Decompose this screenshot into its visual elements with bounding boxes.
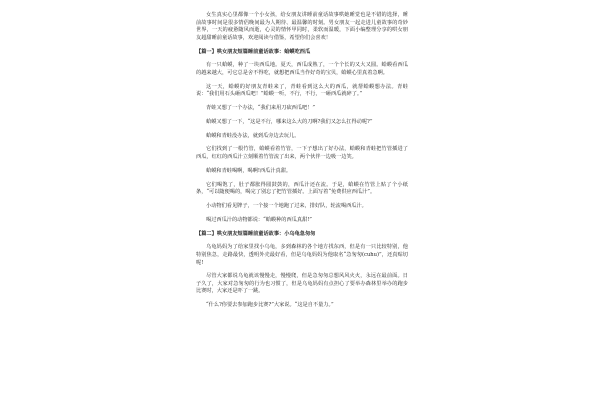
section-heading-1: 【篇一】哄女朋友短篇睡前童话故事：蛤蟆吃西瓜	[196, 48, 311, 55]
story1-paragraph-2: 这一天，蛤蟆的好朋友青蛙来了，青蛙看到这么大的西瓜，就帮蛤蟆想办法。青蛙说：“我们用石头砸西瓜吧！”蛤蟆一听，不行，不行，一砸西瓜就碎了。”	[196, 83, 408, 98]
story2-paragraph-1: 乌龟妈妈为了给家里找小乌龟，多到森林的各个地方找东西，但是有一只比较特别，他特别焦急，走路最快，透明外壳最好看，但是乌龟妈妈为他取名“急匆匆(cuhu)”，还真贴切呢!	[196, 244, 408, 266]
intro-paragraph: 女生真实心里都像一个小女孩，给女朋友讲睡前童话故事哄她睡觉也是不错的选择，睡前故事时间是很多情侣晚间最为人期待、最温馨的时刻。男女朋友一起走进儿童故事的奇妙世界，一天的疲惫随风而逝，心灵的情怀甲同时，柔软而温暖，下面小编整理分享的哄女朋友超甜睡前童话故事，欢迎阅读与借鉴，希望你们会喜欢！	[196, 12, 408, 41]
story1-paragraph-7: 蛤蟆和青蛙喝啊，喝啊!西瓜汁真甜。	[206, 167, 292, 174]
story2-paragraph-3: “什么?你要去参加跑步比赛?”大家说。“这是自不量力。”	[206, 302, 334, 309]
story1-paragraph-10: 喝过西瓜汁的动物都说：“蛤蟆种的西瓜真甜!”	[206, 216, 312, 223]
story1-paragraph-8: 它们喝饱了，肚子都胀得圆鼓鼓的，西瓜汁还在流。于是，蛤蟆在竹管上贴了个小纸条，“可以随便喝的，喝完了别忘了把竹管插好。上面写着“免费供应西瓜汁”。	[196, 181, 408, 196]
story1-paragraph-5: 蛤蟆和青蛙没办法，就到瓜旁边去玩儿。	[206, 132, 300, 139]
story1-paragraph-1: 有一只蛤蟆，种了一块西瓜地。夏天，西瓜成熟了，一个个长的又大又圆。蛤蟆看西瓜的越来越大，可它总是舍不得吃，就想把西瓜当作好奇的宝贝，蛤蟆心里真着急啊。	[196, 62, 408, 76]
story1-paragraph-4: 蛤蟆又想了一下，“这是不行，哪来这么大的刀啊?我们又怎么扛得动呢?”	[206, 118, 373, 125]
section-heading-2: 【篇二】哄女朋友短篇睡前童话故事：小乌龟急匆匆	[196, 230, 316, 237]
story1-paragraph-6: 它们找到了一根竹管，蛤蟆看着竹管，一下子想出了好办法，蛤蟆和青蛙把竹管插进了西瓜，红红的西瓜汁立刻顺着竹管流了出来，两个伙伴一边吸一边笑。	[196, 146, 408, 161]
document-page	[196, 12, 408, 316]
story2-paragraph-2: 尽管大家都说乌龟就该慢慢走，慢慢爬，但是急匆匆总想风风火火，永远在最前面。日子久了，大家对急匆匆的行为也习惯了，但是乌龟妈妈有点担心了要举办森林里举办的跑步比赛时，大家还是吓了一跳。	[196, 273, 408, 295]
story1-paragraph-9: 小动物们看见牌子，一个接一个地跑了过来，排好队，轮流喝西瓜汁。	[206, 202, 367, 209]
story1-paragraph-3: 青蛙又想了一个办法，“我们来用刀砍西瓜吧！”	[206, 105, 316, 112]
